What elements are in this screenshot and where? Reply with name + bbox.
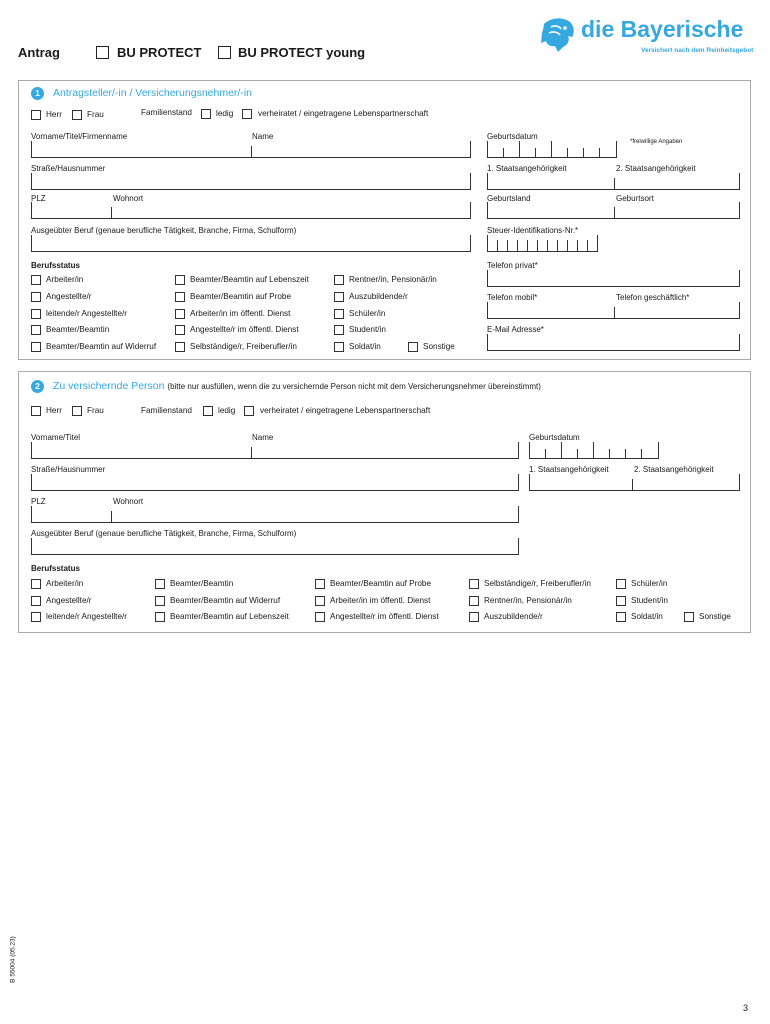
s2-vorname-label: Vorname/Titel bbox=[31, 433, 81, 442]
s2-status-checkbox-7[interactable] bbox=[315, 596, 325, 606]
s2-status-checkbox-5[interactable] bbox=[155, 612, 165, 622]
s1-status-label-9: Selbständige/r, Freiberufler/in bbox=[190, 342, 297, 351]
s2-name-divider bbox=[251, 447, 252, 459]
s2-status-checkbox-2[interactable] bbox=[31, 612, 41, 622]
s1-status-label-6: Beamter/Beamtin auf Probe bbox=[190, 292, 292, 301]
s1-tel-privat-label: Telefon privat* bbox=[487, 261, 538, 270]
s2-frau-checkbox[interactable] bbox=[72, 406, 82, 416]
s1-st-tick-3 bbox=[517, 240, 518, 252]
s1-gd-tick-5 bbox=[567, 148, 568, 158]
s1-geburt-divider bbox=[614, 207, 615, 219]
s1-gd-tick-2 bbox=[519, 141, 520, 158]
s2-status-label-8: Angestellte/r im öffentl. Dienst bbox=[330, 612, 439, 621]
s1-status-checkbox-9[interactable] bbox=[175, 342, 185, 352]
s1-st-tick-7 bbox=[557, 240, 558, 252]
s1-status-checkbox-2[interactable] bbox=[31, 309, 41, 319]
s2-plz-divider bbox=[111, 511, 112, 523]
s2-frau-label: Frau bbox=[87, 406, 104, 415]
s2-status-label-12: Schüler/in bbox=[631, 579, 668, 588]
s2-status-checkbox-0[interactable] bbox=[31, 579, 41, 589]
s1-staat2-label: 2. Staatsangehörigkeit bbox=[616, 164, 696, 173]
s2-familienstand-label: Familienstand bbox=[141, 406, 192, 415]
s1-status-label-7: Arbeiter/in im öffentl. Dienst bbox=[190, 309, 291, 318]
s2-gd-tick-8 bbox=[658, 442, 659, 459]
s2-status-checkbox-13[interactable] bbox=[616, 596, 626, 606]
s1-status-label-2: leitende/r Angestellte/r bbox=[46, 309, 128, 318]
s1-staat1-label: 1. Staatsangehörigkeit bbox=[487, 164, 567, 173]
s1-plz-wohnort-field[interactable] bbox=[31, 202, 471, 219]
s1-st-tick-4 bbox=[527, 240, 528, 252]
s1-status-checkbox-4[interactable] bbox=[31, 342, 41, 352]
s1-gd-tick-1 bbox=[503, 148, 504, 158]
s1-status-label-0: Arbeiter/in bbox=[46, 275, 84, 284]
lion-logo-icon bbox=[538, 16, 578, 54]
s1-status-checkbox-1[interactable] bbox=[31, 292, 41, 302]
s1-tel-divider bbox=[614, 307, 615, 319]
form-title: Antrag bbox=[18, 45, 60, 60]
s2-herr-checkbox[interactable] bbox=[31, 406, 41, 416]
s2-staat-divider bbox=[632, 479, 633, 491]
s2-staat1-label: 1. Staatsangehörigkeit bbox=[529, 465, 609, 474]
s1-status-checkbox-0[interactable] bbox=[31, 275, 41, 285]
s1-steuer-field[interactable] bbox=[487, 235, 597, 252]
s1-plz-label: PLZ bbox=[31, 194, 46, 203]
page-number: 3 bbox=[743, 1003, 749, 1013]
s1-status-checkbox-13[interactable] bbox=[334, 325, 344, 335]
s1-status-label-15: Sonstige bbox=[423, 342, 455, 351]
section-1-title: Antragsteller/-in / Versicherungsnehmer/-in bbox=[53, 87, 253, 99]
s1-status-checkbox-5[interactable] bbox=[175, 275, 185, 285]
s2-status-label-13: Student/in bbox=[631, 596, 668, 605]
s1-plz-divider bbox=[111, 207, 112, 219]
brand-name: die Bayerische bbox=[581, 16, 744, 42]
s1-beruf-field[interactable] bbox=[31, 235, 471, 252]
s2-plz-wohnort-field[interactable] bbox=[31, 506, 519, 523]
s2-gd-tick-7 bbox=[641, 449, 642, 459]
s1-gd-tick-4 bbox=[551, 141, 552, 158]
s2-status-checkbox-1[interactable] bbox=[31, 596, 41, 606]
s2-status-checkbox-10[interactable] bbox=[469, 596, 479, 606]
s1-st-tick-8 bbox=[567, 240, 568, 252]
s1-status-checkbox-11[interactable] bbox=[334, 292, 344, 302]
s2-verheiratet-label: verheiratet / eingetragene Lebenspartnerschaft bbox=[260, 406, 431, 415]
section-1-number: 1 bbox=[31, 87, 44, 100]
s2-status-label-1: Angestellte/r bbox=[46, 596, 92, 605]
s1-tel-mobil-label: Telefon mobil* bbox=[487, 293, 538, 302]
s1-wohnort-label: Wohnort bbox=[113, 194, 144, 203]
s2-status-checkbox-3[interactable] bbox=[155, 579, 165, 589]
s1-status-checkbox-10[interactable] bbox=[334, 275, 344, 285]
s2-status-label-0: Arbeiter/in bbox=[46, 579, 84, 588]
s2-status-label-10: Rentner/in, Pensionär/in bbox=[484, 596, 572, 605]
s1-freiwillig-note: *freiwillige Angaben bbox=[630, 139, 683, 145]
s2-geburtsdatum-label: Geburtsdatum bbox=[529, 433, 580, 442]
s1-strasse-label: Straße/Hausnummer bbox=[31, 164, 106, 173]
bu-protect-checkbox[interactable] bbox=[96, 46, 109, 59]
s1-status-label-11: Auszubildende/r bbox=[349, 292, 408, 301]
s1-geburtsort-label: Geburtsort bbox=[616, 194, 654, 203]
s2-status-label-5: Beamter/Beamtin auf Lebenszeit bbox=[170, 612, 289, 621]
s2-status-label-14: Soldat/in bbox=[631, 612, 663, 621]
s2-status-label-4: Beamter/Beamtin auf Widerruf bbox=[170, 596, 281, 605]
s1-vorname-label: Vorname/Titel/Firmenname bbox=[31, 132, 128, 141]
s2-berufsstatus-heading: Berufsstatus bbox=[31, 564, 80, 573]
s1-frau-checkbox[interactable] bbox=[72, 110, 82, 120]
s2-beruf-label: Ausgeübter Beruf (genaue berufliche Tätigkeit, Branche, Firma, Schulform) bbox=[31, 529, 297, 538]
s1-email-field[interactable] bbox=[487, 334, 740, 351]
s1-st-tick-5 bbox=[537, 240, 538, 252]
s2-gd-tick-5 bbox=[609, 449, 610, 459]
s2-ledig-label: ledig bbox=[218, 406, 236, 415]
s2-status-label-2: leitende/r Angestellte/r bbox=[46, 612, 128, 621]
brand-tagline: Versichert nach dem Reinheitsgebot bbox=[641, 47, 754, 54]
s1-status-checkbox-14[interactable] bbox=[334, 342, 344, 352]
s1-herr-label: Herr bbox=[46, 110, 62, 119]
s1-status-label-8: Angestellte/r im öffentl. Dienst bbox=[190, 325, 299, 334]
s1-berufsstatus-heading: Berufsstatus bbox=[31, 261, 80, 270]
s2-herr-label: Herr bbox=[46, 406, 62, 415]
s1-geburtsdatum-label: Geburtsdatum bbox=[487, 132, 538, 141]
s1-st-tick-6 bbox=[547, 240, 548, 252]
s2-name-label: Name bbox=[252, 433, 274, 442]
s2-status-label-3: Beamter/Beamtin bbox=[170, 579, 234, 588]
s2-status-checkbox-14[interactable] bbox=[616, 612, 626, 622]
s1-status-label-4: Beamter/Beamtin auf Widerruf bbox=[46, 342, 157, 351]
s1-gd-tick-7 bbox=[599, 148, 600, 158]
section-2-subtitle: (bitte nur ausfüllen, wenn die zu versichernde Person nicht mit dem Versicherungsnehmer übereinstimmt) bbox=[167, 382, 541, 391]
s1-status-checkbox-3[interactable] bbox=[31, 325, 41, 335]
s1-status-checkbox-12[interactable] bbox=[334, 309, 344, 319]
s1-herr-checkbox[interactable] bbox=[31, 110, 41, 120]
s2-gd-tick-2 bbox=[561, 442, 562, 459]
s2-verheiratet-checkbox[interactable] bbox=[244, 406, 254, 416]
s1-gd-tick-8 bbox=[616, 141, 617, 158]
s1-status-label-1: Angestellte/r bbox=[46, 292, 92, 301]
s2-status-checkbox-12[interactable] bbox=[616, 579, 626, 589]
s1-st-tick-9 bbox=[577, 240, 578, 252]
s2-status-checkbox-15[interactable] bbox=[684, 612, 694, 622]
s2-ledig-checkbox[interactable] bbox=[203, 406, 213, 416]
s1-ledig-checkbox[interactable] bbox=[201, 109, 211, 119]
s1-status-checkbox-8[interactable] bbox=[175, 325, 185, 335]
s1-status-label-13: Student/in bbox=[349, 325, 386, 334]
s2-status-checkbox-8[interactable] bbox=[315, 612, 325, 622]
section-2-title-text: Zu versichernde Person bbox=[53, 380, 165, 392]
s1-email-label: E-Mail Adresse* bbox=[487, 325, 544, 334]
s1-status-checkbox-6[interactable] bbox=[175, 292, 185, 302]
s1-gd-tick-6 bbox=[583, 148, 584, 158]
s2-status-checkbox-9[interactable] bbox=[469, 579, 479, 589]
s2-status-label-6: Beamter/Beamtin auf Probe bbox=[330, 579, 432, 588]
s2-name-field[interactable] bbox=[31, 442, 519, 459]
s1-status-label-5: Beamter/Beamtin auf Lebenszeit bbox=[190, 275, 309, 284]
s2-strasse-field[interactable] bbox=[31, 474, 519, 491]
s1-verheiratet-checkbox[interactable] bbox=[242, 109, 252, 119]
s1-st-tick-1 bbox=[497, 240, 498, 252]
s1-st-tick-10 bbox=[587, 240, 588, 252]
section-2-number: 2 bbox=[31, 380, 44, 393]
s2-status-checkbox-4[interactable] bbox=[155, 596, 165, 606]
s1-strasse-field[interactable] bbox=[31, 173, 471, 190]
s1-geburtsland-label: Geburtsland bbox=[487, 194, 531, 203]
bu-protect-label: BU PROTECT bbox=[117, 45, 202, 60]
s1-verheiratet-label: verheiratet / eingetragene Lebenspartnerschaft bbox=[258, 109, 429, 118]
s1-steuer-label: Steuer-Identifikations-Nr.* bbox=[487, 226, 579, 235]
s2-status-label-11: Auszubildende/r bbox=[484, 612, 543, 621]
s2-plz-label: PLZ bbox=[31, 497, 46, 506]
s1-name-label: Name bbox=[252, 132, 274, 141]
s2-wohnort-label: Wohnort bbox=[113, 497, 144, 506]
s1-status-label-3: Beamter/Beamtin bbox=[46, 325, 110, 334]
s1-gd-tick-3 bbox=[535, 148, 536, 158]
s2-gd-tick-4 bbox=[593, 442, 594, 459]
s1-staat-divider bbox=[614, 178, 615, 190]
s1-status-label-14: Soldat/in bbox=[349, 342, 381, 351]
s2-status-label-15: Sonstige bbox=[699, 612, 731, 621]
s1-familienstand-label: Familienstand bbox=[141, 108, 192, 117]
s2-staat2-label: 2. Staatsangehörigkeit bbox=[634, 465, 714, 474]
s1-ledig-label: ledig bbox=[216, 109, 234, 118]
s2-status-label-7: Arbeiter/in im öffentl. Dienst bbox=[330, 596, 431, 605]
s1-name-divider bbox=[251, 146, 252, 158]
s1-geburtsdatum-field[interactable] bbox=[487, 141, 617, 158]
s2-status-checkbox-11[interactable] bbox=[469, 612, 479, 622]
s1-st-tick-2 bbox=[507, 240, 508, 252]
section-2-title bbox=[53, 380, 541, 392]
bu-protect-young-checkbox[interactable] bbox=[218, 46, 231, 59]
s2-staat-field[interactable] bbox=[529, 474, 740, 491]
s2-gd-tick-3 bbox=[577, 449, 578, 459]
s1-status-label-10: Rentner/in, Pensionär/in bbox=[349, 275, 437, 284]
s2-gd-tick-1 bbox=[545, 449, 546, 459]
s2-geburtsdatum-field[interactable] bbox=[529, 442, 659, 459]
s1-beruf-label: Ausgeübter Beruf (genaue berufliche Tätigkeit, Branche, Firma, Schulform) bbox=[31, 226, 297, 235]
s2-status-label-9: Selbständige/r, Freiberufler/in bbox=[484, 579, 591, 588]
s2-beruf-field[interactable] bbox=[31, 538, 519, 555]
s2-gd-tick-6 bbox=[625, 449, 626, 459]
s1-tel-privat-field[interactable] bbox=[487, 270, 740, 287]
s1-status-checkbox-15[interactable] bbox=[408, 342, 418, 352]
form-code: B 55004 (05.23) bbox=[9, 936, 17, 983]
s1-st-tick-11 bbox=[597, 235, 598, 252]
s1-status-checkbox-7[interactable] bbox=[175, 309, 185, 319]
s2-strasse-label: Straße/Hausnummer bbox=[31, 465, 106, 474]
bu-protect-young-label: BU PROTECT young bbox=[238, 45, 366, 60]
s1-status-label-12: Schüler/in bbox=[349, 309, 386, 318]
s1-tel-geschaeftlich-label: Telefon geschäftlich* bbox=[616, 293, 690, 302]
s2-status-checkbox-6[interactable] bbox=[315, 579, 325, 589]
s1-frau-label: Frau bbox=[87, 110, 104, 119]
